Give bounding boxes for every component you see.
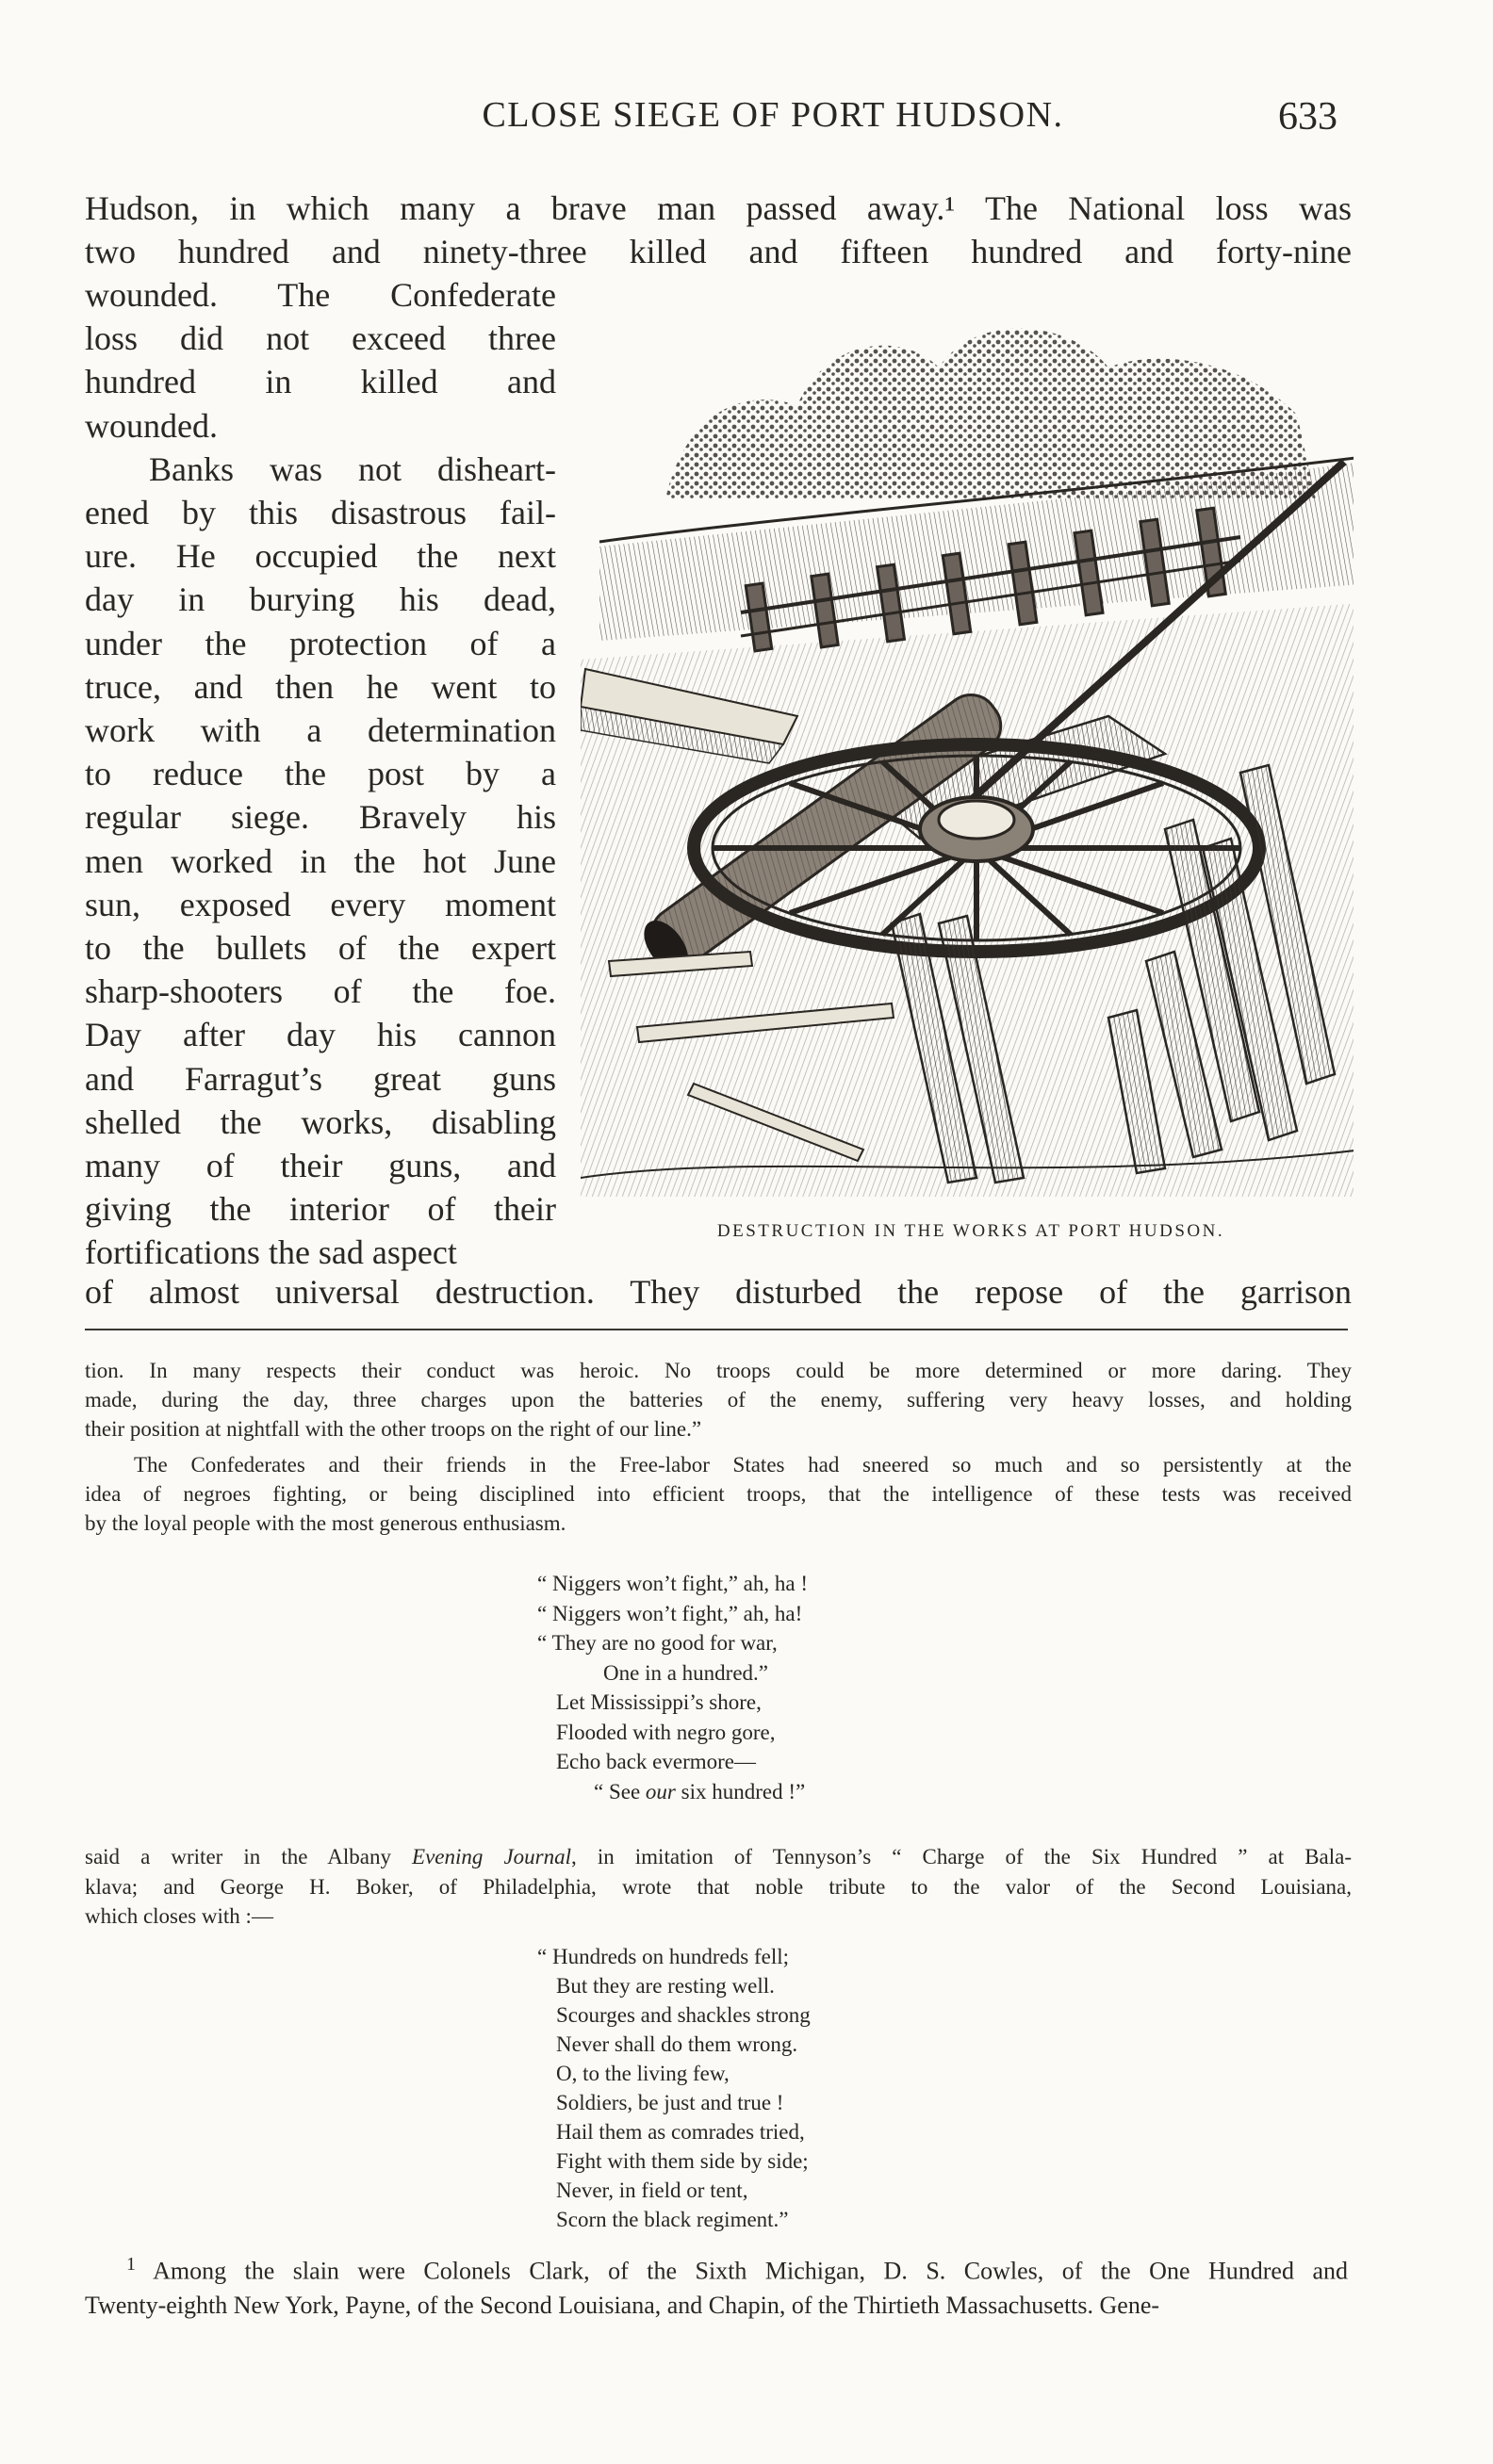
body-column-line: to the bullets of the expert [85, 929, 556, 967]
body-column-line: to reduce the post by a [85, 755, 556, 793]
body-column-line: sharp-shooters of the foe. [85, 972, 556, 1011]
footnote-line [85, 2254, 1348, 2288]
body-column-line: Day after day his cannon [85, 1016, 556, 1054]
body-column-line: men worked in the hot June [85, 841, 556, 880]
engraving-illustration [581, 302, 1354, 1201]
body-column-line: many of their guns, and [85, 1147, 556, 1184]
body-column-line: shelled the works, disabling [85, 1102, 556, 1141]
note-line: tion. In many respects their conduct was heroic. No troops could be more determined or more daring. They [85, 1359, 1352, 1382]
poem-line: Let Mississippi’s shore, [556, 1690, 762, 1714]
note-line: which closes with :— [85, 1904, 273, 1928]
poem-line: “ They are no good for war, [537, 1631, 778, 1655]
poem-line: One in a hundred.” [603, 1660, 768, 1685]
footnote-text: Among the slain were Colonels Clark, of the Sixth Michigan, D. S. Cowles, of the One Hundred and [153, 2257, 1348, 2285]
body-column-line: ure. He occupied the next [85, 537, 556, 576]
body-line: two hundred and ninety-three killed and fifteen hundred and forty-nine [85, 233, 1352, 270]
body-column-line: work with a determination [85, 711, 556, 749]
body-column-line: sun, exposed every moment [85, 885, 556, 923]
body-column-line: regular siege. Bravely his [85, 798, 556, 837]
poem-line: Never, in field or tent, [556, 2178, 748, 2202]
poem-line: Echo back evermore— [556, 1750, 757, 1773]
body-column-line: loss did not exceed three [85, 319, 556, 358]
running-head: CLOSE SIEGE OF PORT HUDSON. [482, 95, 1064, 135]
footnote-marker: 1 [126, 2254, 136, 2275]
body-column-line: ened by this disastrous fail- [85, 494, 556, 531]
footnote-line: Twenty-eighth New York, Payne, of the Second Louisiana, and Chapin, of the Thirtieth Massachusetts. Gene- [85, 2292, 1160, 2319]
body-line: Hudson, in which many a brave man passed away.¹ The National loss was [85, 189, 1352, 227]
note-line: The Confederates and their friends in the Free-labor States had sneered so much and so persistently at the [134, 1453, 1352, 1477]
poem-line: Soldiers, be just and true ! [556, 2091, 784, 2114]
note-line: by the loyal people with the most generous enthusiasm. [85, 1511, 566, 1535]
poem-line: Flooded with negro gore, [556, 1720, 776, 1744]
note-line: made, during the day, three charges upon the batteries of the enemy, suffering very heavy losses, and holding [85, 1388, 1352, 1411]
poem-line: O, to the living few, [556, 2062, 730, 2085]
poem-line: “ Niggers won’t fight,” ah, ha ! [537, 1572, 808, 1595]
body-column-line: day in burying his dead, [85, 580, 556, 619]
note-line: said a writer in the Albany Evening Journal, in imitation of Tennyson’s “ Charge of the Six Hundred ” at Bala- [85, 1845, 1353, 1868]
body-column-line: giving the interior of their [85, 1190, 556, 1229]
poem-line: “ Niggers won’t fight,” ah, ha! [537, 1601, 803, 1625]
note-line: idea of negroes fighting, or being disciplined into efficient troops, that the intelligence of these tests was received [85, 1482, 1352, 1506]
poem-line: Hail them as comrades tried, [556, 2120, 805, 2144]
body-column-line: and Farragut’s great guns [85, 1059, 556, 1098]
body-column-line: under the protection of a [85, 624, 556, 662]
poem-line: Fight with them side by side; [556, 2149, 809, 2173]
body-column-line: fortifications the sad aspect [85, 1233, 457, 1272]
footnote-separator-rule [85, 1329, 1348, 1330]
body-column-line: wounded. The Confederate [85, 276, 556, 314]
poem-line: “ Hundreds on hundreds fell; [537, 1945, 789, 1968]
body-column-line: truce, and then he went to [85, 667, 556, 706]
body-column-line: hundred in killed and [85, 363, 556, 401]
destroyed-cannon-engraving [581, 302, 1354, 1197]
page-number: 633 [1278, 95, 1337, 139]
note-line: their position at nightfall with the other troops on the right of our line.” [85, 1417, 702, 1441]
poem-line: But they are resting well. [556, 1974, 775, 1998]
poem-line: Never shall do them wrong. [556, 2032, 798, 2056]
poem-line: Scourges and shackles strong [556, 2003, 811, 2027]
body-column-line: Banks was not disheart- [149, 449, 556, 488]
note-line: klava; and George H. Boker, of Philadelphia, wrote that noble tribute to the valor of the Second Louisiana, [85, 1875, 1352, 1899]
body-column-line: wounded. [85, 406, 218, 445]
poem-line: “ See our six hundred !” [594, 1779, 806, 1803]
illustration-caption: DESTRUCTION IN THE WORKS AT PORT HUDSON. [716, 1221, 1225, 1241]
poem-line: Scorn the black regiment.” [556, 2208, 789, 2231]
body-line: of almost universal destruction. They disturbed the repose of the garrison [85, 1273, 1352, 1311]
